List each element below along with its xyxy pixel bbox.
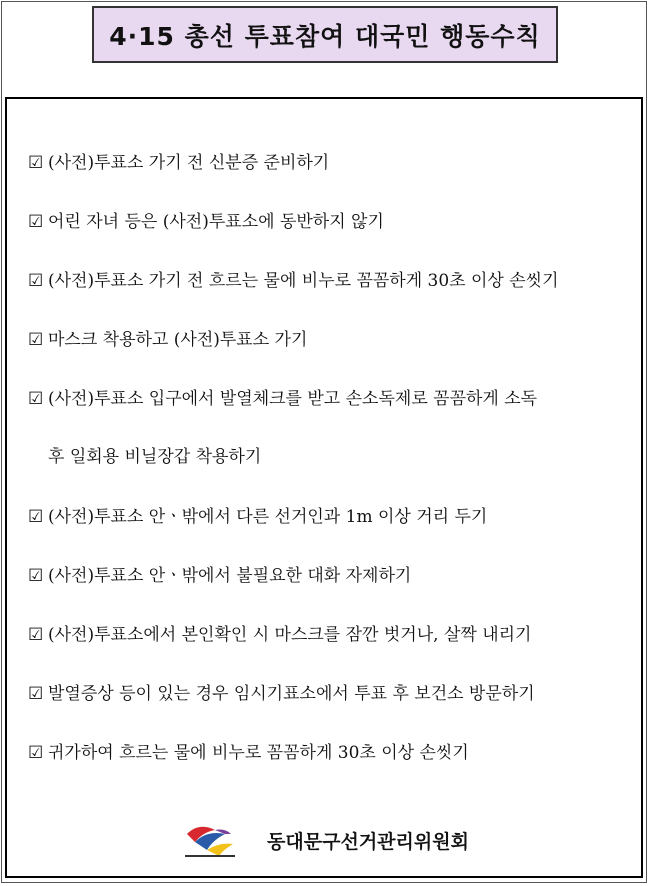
item-text: 어린 자녀 등은 (사전)투표소에 동반하지 않기 bbox=[48, 212, 384, 232]
item-text: 발열증상 등이 있는 경우 임시기표소에서 투표 후 보건소 방문하기 bbox=[48, 684, 535, 704]
list-item bbox=[28, 134, 633, 192]
list-item bbox=[28, 311, 633, 369]
guidelines-panel bbox=[5, 97, 643, 878]
checkbox-icon: ☑ bbox=[28, 684, 44, 704]
checkbox-icon: ☑ bbox=[28, 507, 44, 527]
item-text: (사전)투표소 가기 전 흐르는 물에 비누로 꼼꼼하게 30초 이상 손씻기 bbox=[48, 271, 559, 291]
checkbox-icon: ☑ bbox=[28, 153, 44, 173]
checkbox-icon: ☑ bbox=[28, 212, 44, 232]
list-item bbox=[28, 665, 633, 723]
item-text-continuation: 후 일회용 비닐장갑 착용하기 bbox=[48, 447, 262, 467]
checkbox-icon: ☑ bbox=[28, 271, 44, 291]
checkbox-icon: ☑ bbox=[28, 625, 44, 645]
list-item bbox=[28, 724, 633, 782]
title-banner bbox=[92, 6, 558, 63]
item-text: (사전)투표소 가기 전 신분증 준비하기 bbox=[48, 153, 330, 173]
checkbox-icon: ☑ bbox=[28, 330, 44, 350]
checkbox-icon: ☑ bbox=[28, 566, 44, 586]
list-item bbox=[28, 547, 633, 605]
list-item bbox=[28, 252, 633, 310]
checkbox-icon: ☑ bbox=[28, 743, 44, 763]
list-item bbox=[28, 193, 633, 251]
item-text: 마스크 착용하고 (사전)투표소 가기 bbox=[48, 330, 308, 350]
list-item bbox=[28, 606, 633, 664]
item-text: (사전)투표소 안ㆍ밖에서 불필요한 대화 자제하기 bbox=[48, 566, 412, 586]
list-item bbox=[28, 488, 633, 546]
list-item bbox=[28, 370, 633, 486]
checkbox-icon: ☑ bbox=[28, 389, 44, 409]
item-text: (사전)투표소 안ㆍ밖에서 다른 선거인과 1m 이상 거리 두기 bbox=[48, 507, 488, 527]
item-text: (사전)투표소 입구에서 발열체크를 받고 손소독제로 꼼꼼하게 소독 bbox=[48, 389, 538, 409]
organization-name: 동대문구선거관리위원회 bbox=[267, 830, 469, 853]
item-text: 귀가하여 흐르는 물에 비누로 꼼꼼하게 30초 이상 손씻기 bbox=[48, 743, 469, 763]
footer bbox=[0, 818, 650, 862]
item-text: (사전)투표소에서 본인확인 시 마스크를 잠깐 벗거나, 살짝 내리기 bbox=[48, 625, 532, 645]
page-title: 4·15 총선 투표참여 대국민 행동수칙 bbox=[109, 21, 541, 51]
election-commission-logo-icon bbox=[181, 820, 239, 860]
